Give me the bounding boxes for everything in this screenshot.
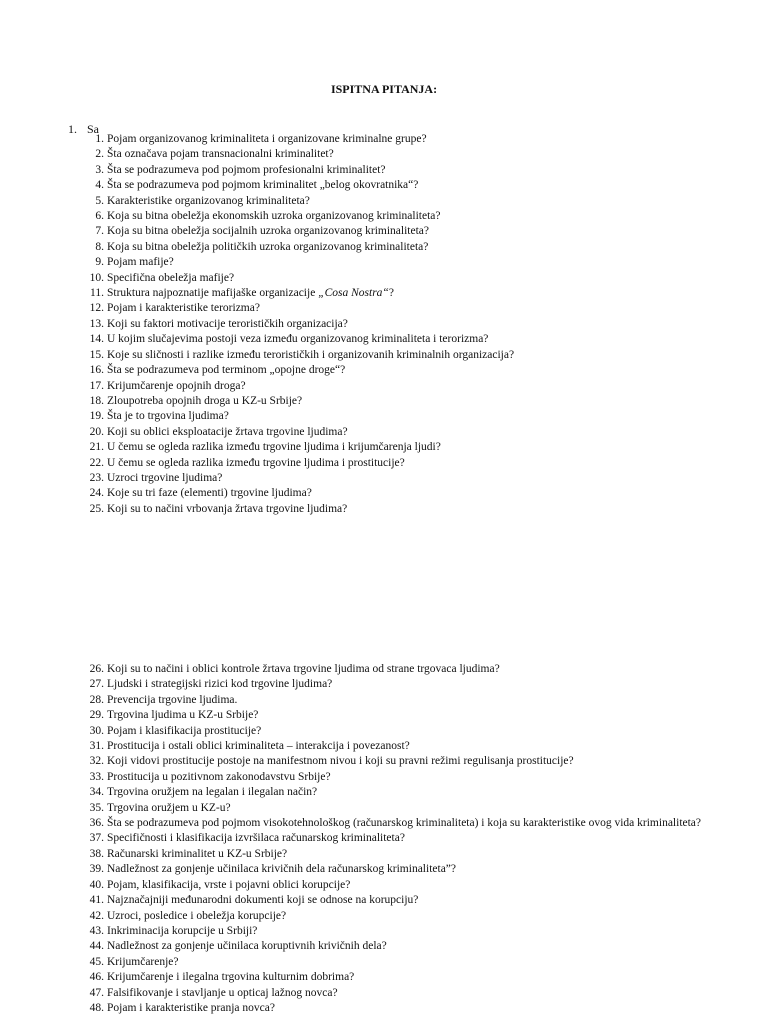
question-text-wrap bbox=[105, 486, 728, 501]
question-number: 3. bbox=[95, 163, 104, 176]
question-item bbox=[78, 317, 728, 332]
question-text: Prostitucija i ostali oblici kriminaliteta – interakcija i povezanost? bbox=[107, 740, 410, 753]
question-item bbox=[78, 693, 728, 708]
question-text-wrap bbox=[105, 754, 728, 769]
question-number: 13. bbox=[89, 317, 104, 330]
question-text: Šta se podrazumeva pod pojmom profesionalni kriminalitet? bbox=[107, 163, 386, 176]
question-number: 19. bbox=[89, 410, 104, 423]
question-text-wrap bbox=[105, 770, 728, 785]
question-text-italic: „Cosa Nostra“ bbox=[318, 287, 389, 300]
question-text-wrap bbox=[105, 816, 728, 831]
question-text-wrap bbox=[105, 456, 728, 471]
question-number: 17. bbox=[89, 379, 104, 392]
question-text: Koji su to načini i oblici kontrole žrtava trgovine ljudima od strane trgovaca ljudima? bbox=[107, 663, 500, 675]
question-number: 40. bbox=[89, 878, 104, 891]
question-text-wrap bbox=[105, 194, 728, 209]
question-number: 22. bbox=[89, 456, 104, 469]
question-item bbox=[78, 970, 728, 985]
question-item bbox=[78, 271, 728, 286]
question-number: 42. bbox=[89, 909, 104, 922]
question-number: 48. bbox=[89, 1001, 104, 1014]
question-text: Koja su bitna obeležja socijalnih uzroka organizovanog kriminaliteta? bbox=[107, 225, 429, 238]
question-item bbox=[78, 878, 728, 893]
question-text: Pojam i klasifikacija prostitucije? bbox=[107, 724, 262, 737]
question-text: Specifična obeležja mafije? bbox=[107, 271, 235, 284]
question-number: 8. bbox=[95, 240, 104, 253]
question-item bbox=[78, 816, 728, 831]
question-text-wrap bbox=[105, 955, 728, 970]
question-number: 46. bbox=[89, 971, 104, 984]
question-item bbox=[78, 724, 728, 739]
question-item bbox=[78, 440, 728, 455]
question-number: 44. bbox=[89, 940, 104, 953]
question-item bbox=[78, 831, 728, 846]
question-item bbox=[78, 739, 728, 754]
question-text: Zloupotreba opojnih droga u KZ-u Srbije? bbox=[107, 394, 303, 407]
question-text: U čemu se ogleda razlika između trgovine ljudima i krijumčarenja ljudi? bbox=[107, 441, 441, 454]
question-number: 10. bbox=[89, 271, 104, 284]
question-text: Pojam i karakteristike pranja novca? bbox=[107, 1001, 275, 1014]
question-text-wrap bbox=[105, 893, 728, 908]
question-text: Koji su to načini vrbovanja žrtava trgovine ljudima? bbox=[107, 502, 348, 515]
question-item bbox=[78, 363, 728, 378]
question-text-wrap bbox=[105, 301, 728, 316]
question-text-wrap bbox=[105, 986, 728, 1001]
question-number: 41. bbox=[89, 894, 104, 907]
question-text: Falsifikovanje i stavljanje u opticaj lažnog novca? bbox=[107, 986, 338, 999]
question-number: 33. bbox=[89, 770, 104, 783]
question-text-wrap bbox=[105, 348, 728, 363]
question-item bbox=[78, 924, 728, 939]
question-item bbox=[78, 662, 728, 677]
question-text: Uzroci, posledice i obeležja korupcije? bbox=[107, 909, 287, 922]
question-number: 11. bbox=[90, 287, 104, 300]
question-text: Prevencija trgovine ljudima. bbox=[107, 693, 238, 706]
question-text-wrap bbox=[105, 332, 728, 347]
question-number: 43. bbox=[89, 924, 104, 937]
question-item bbox=[78, 194, 728, 209]
question-text: Trgovina oružjem u KZ-u? bbox=[107, 801, 231, 814]
question-number: 39. bbox=[89, 863, 104, 876]
question-text-wrap bbox=[105, 878, 728, 893]
question-item bbox=[78, 147, 728, 162]
question-text-wrap bbox=[105, 178, 728, 193]
question-number: 29. bbox=[89, 709, 104, 722]
question-number: 15. bbox=[89, 348, 104, 361]
question-item bbox=[78, 348, 728, 363]
question-item bbox=[78, 379, 728, 394]
question-text: Krijumčarenje i ilegalna trgovina kulturnim dobrima? bbox=[107, 971, 355, 984]
question-number: 25. bbox=[89, 502, 104, 515]
question-text-wrap bbox=[105, 132, 728, 147]
question-item bbox=[78, 332, 728, 347]
question-item bbox=[78, 425, 728, 440]
question-text-wrap bbox=[105, 662, 728, 677]
question-item bbox=[78, 754, 728, 769]
question-text: Krijumčarenje? bbox=[107, 955, 179, 968]
question-item bbox=[78, 286, 728, 301]
question-number: 5. bbox=[95, 194, 104, 207]
question-item bbox=[78, 1001, 728, 1016]
question-number: 34. bbox=[89, 786, 104, 799]
question-number: 20. bbox=[89, 425, 104, 438]
question-number: 24. bbox=[89, 487, 104, 500]
question-text-wrap bbox=[105, 693, 728, 708]
question-number: 35. bbox=[89, 801, 104, 814]
question-item bbox=[78, 939, 728, 954]
question-item bbox=[78, 708, 728, 723]
question-number: 47. bbox=[89, 986, 104, 999]
question-text-wrap bbox=[105, 847, 728, 862]
question-text: Inkriminacija korupcije u Srbiji? bbox=[107, 924, 258, 937]
question-item bbox=[78, 770, 728, 785]
question-text-wrap bbox=[105, 909, 728, 924]
question-item bbox=[78, 862, 728, 877]
question-number: 4. bbox=[95, 179, 104, 192]
question-text-wrap bbox=[105, 271, 728, 286]
question-text-wrap bbox=[105, 224, 728, 239]
question-text: Pojam i karakteristike terorizma? bbox=[107, 302, 260, 315]
question-text: U čemu se ogleda razlika između trgovine ljudima i prostitucije? bbox=[107, 456, 405, 469]
question-number: 16. bbox=[89, 364, 104, 377]
question-number: 21. bbox=[89, 441, 104, 454]
question-item bbox=[78, 801, 728, 816]
question-item bbox=[78, 986, 728, 1001]
question-number: 12. bbox=[89, 302, 104, 315]
question-text: Koji su oblici eksploatacije žrtava trgovine ljudima? bbox=[107, 425, 348, 438]
question-text-wrap bbox=[105, 801, 728, 816]
question-text-wrap bbox=[105, 970, 728, 985]
question-item bbox=[78, 955, 728, 970]
question-item bbox=[78, 409, 728, 424]
question-number: 30. bbox=[89, 724, 104, 737]
question-text-wrap bbox=[105, 286, 728, 301]
question-number: 26. bbox=[89, 663, 104, 675]
question-item bbox=[78, 178, 728, 193]
question-text: Nadležnost za gonjenje učinilaca koruptivnih krivičnih dela? bbox=[107, 940, 387, 953]
question-text-wrap bbox=[105, 831, 728, 846]
question-number: 7. bbox=[95, 225, 104, 238]
question-number: 27. bbox=[89, 678, 104, 691]
page-title: ISPITNA PITANJA: bbox=[330, 82, 438, 96]
question-text-wrap bbox=[105, 317, 728, 332]
question-item bbox=[78, 785, 728, 800]
question-text-wrap bbox=[105, 209, 728, 224]
question-text: Struktura najpoznatije mafijaške organizacije bbox=[107, 287, 319, 300]
question-text: Šta se podrazumeva pod pojmom kriminalitet „belog okovratnika“? bbox=[107, 179, 419, 192]
question-text-wrap bbox=[105, 425, 728, 440]
question-list-part-1 bbox=[78, 132, 728, 517]
question-text-wrap bbox=[105, 724, 728, 739]
question-text-wrap bbox=[105, 739, 728, 754]
question-number: 14. bbox=[89, 333, 104, 346]
question-number: 6. bbox=[95, 210, 104, 223]
question-text-wrap bbox=[105, 708, 728, 723]
question-number: 37. bbox=[89, 832, 104, 845]
question-text: Najznačajniji međunarodni dokumenti koji se odnose na korupciju? bbox=[107, 894, 419, 907]
question-text: Koje su tri faze (elementi) trgovine ljudima? bbox=[107, 487, 312, 500]
question-item bbox=[78, 893, 728, 908]
question-number: 1. bbox=[95, 133, 104, 145]
question-text: Šta označava pojam transnacionalni kriminalitet? bbox=[107, 148, 334, 161]
question-text-wrap bbox=[105, 409, 728, 424]
question-text: Koja su bitna obeležja ekonomskih uzroka organizovanog kriminaliteta? bbox=[107, 210, 441, 223]
question-item bbox=[78, 486, 728, 501]
question-text-wrap bbox=[105, 363, 728, 378]
question-item bbox=[78, 456, 728, 471]
question-text-wrap bbox=[105, 394, 728, 409]
question-text: Specifičnosti i klasifikacija izvršilaca računarskog kriminaliteta? bbox=[107, 832, 405, 845]
question-item bbox=[78, 224, 728, 239]
question-text-wrap bbox=[105, 939, 728, 954]
question-text: Nadležnost za gonjenje učinilaca krivičnih dela računarskog kriminaliteta”? bbox=[107, 863, 457, 876]
question-number: 32. bbox=[89, 755, 104, 768]
question-text-wrap bbox=[105, 677, 728, 692]
question-item bbox=[78, 909, 728, 924]
question-list-part-2 bbox=[78, 662, 728, 1016]
question-text: Trgovina oružjem na legalan i ilegalan način? bbox=[107, 786, 318, 799]
question-text-wrap bbox=[105, 440, 728, 455]
question-text: Šta je to trgovina ljudima? bbox=[107, 410, 229, 423]
question-item bbox=[78, 394, 728, 409]
question-item bbox=[78, 677, 728, 692]
question-text: Trgovina ljudima u KZ-u Srbije? bbox=[107, 709, 259, 722]
question-item bbox=[78, 240, 728, 255]
question-text: Uzroci trgovine ljudima? bbox=[107, 471, 223, 484]
question-text: Ljudski i strategijski rizici kod trgovine ljudima? bbox=[107, 678, 333, 691]
question-text-wrap bbox=[105, 785, 728, 800]
outer-list-label: Sa bbox=[87, 122, 99, 136]
question-text: Koja su bitna obeležja političkih uzroka organizovanog kriminaliteta? bbox=[107, 240, 429, 253]
question-item bbox=[78, 502, 728, 517]
question-text-wrap bbox=[105, 163, 728, 178]
outer-list-number: 1. bbox=[68, 122, 77, 136]
question-number: 45. bbox=[89, 955, 104, 968]
question-number: 36. bbox=[89, 817, 104, 830]
question-text: Računarski kriminalitet u KZ-u Srbije? bbox=[107, 847, 288, 860]
question-item bbox=[78, 471, 728, 486]
question-text: Pojam, klasifikacija, vrste i pojavni oblici korupcije? bbox=[107, 878, 351, 891]
question-number: 28. bbox=[89, 693, 104, 706]
question-item bbox=[78, 132, 728, 147]
question-number: 9. bbox=[95, 256, 104, 269]
question-text: U kojim slučajevima postoji veza između organizovanog kriminaliteta i terorizma? bbox=[107, 333, 489, 346]
question-item bbox=[78, 301, 728, 316]
question-text-wrap bbox=[105, 147, 728, 162]
question-item bbox=[78, 163, 728, 178]
question-item bbox=[78, 209, 728, 224]
question-text: Šta se podrazumeva pod pojmom visokotehnološkog (računarskog kriminaliteta) i koja su karakteristike ovog vida kriminaliteta? bbox=[107, 817, 702, 830]
question-text: Koje su sličnosti i razlike između terorističkih i organizovanih kriminalnih organizacija? bbox=[107, 348, 515, 361]
question-text-wrap bbox=[105, 379, 728, 394]
question-text-wrap bbox=[105, 1001, 728, 1016]
question-text-wrap bbox=[105, 240, 728, 255]
question-text-tail: ? bbox=[388, 287, 394, 300]
question-text: Koji vidovi prostitucije postoje na manifestnom nivou i koji su pravni režimi regulisanja prostitucije? bbox=[107, 755, 574, 768]
question-text: Šta se podrazumeva pod terminom „opojne droge“? bbox=[107, 364, 346, 377]
question-number: 31. bbox=[89, 740, 104, 753]
question-number: 23. bbox=[89, 471, 104, 484]
question-text-wrap bbox=[105, 471, 728, 486]
question-text: Prostitucija u pozitivnom zakonodavstvu Srbije? bbox=[107, 770, 331, 783]
question-text-wrap bbox=[105, 924, 728, 939]
question-number: 2. bbox=[95, 148, 104, 161]
question-item bbox=[78, 255, 728, 270]
question-text: Pojam organizovanog kriminaliteta i organizovane kriminalne grupe? bbox=[107, 133, 427, 145]
question-text: Karakteristike organizovanog kriminaliteta? bbox=[107, 194, 310, 207]
question-text-wrap bbox=[105, 862, 728, 877]
question-text-wrap bbox=[105, 502, 728, 517]
question-text-wrap bbox=[105, 255, 728, 270]
question-item bbox=[78, 847, 728, 862]
question-text: Krijumčarenje opojnih droga? bbox=[107, 379, 246, 392]
question-text: Koji su faktori motivacije terorističkih organizacija? bbox=[107, 317, 348, 330]
question-number: 38. bbox=[89, 847, 104, 860]
question-text: Pojam mafije? bbox=[107, 256, 174, 269]
question-number: 18. bbox=[89, 394, 104, 407]
